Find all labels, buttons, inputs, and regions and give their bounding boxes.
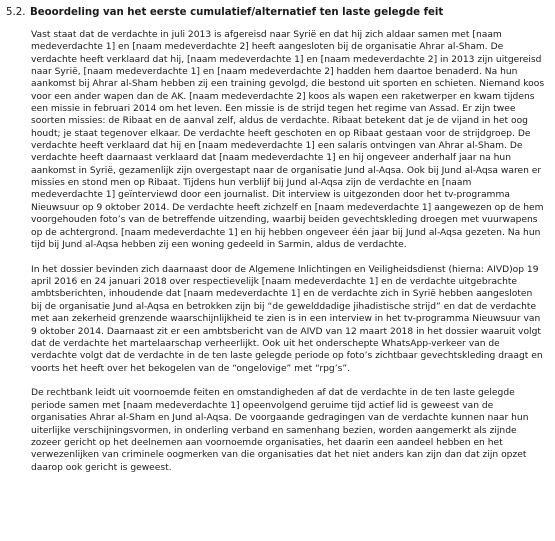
section-number: 5.2. — [6, 7, 26, 18]
paragraph-aivd-reports: In het dossier bevinden zich daarnaast door de Algemene Inlichtingen en Veiligheidsdienst (hierna: AIVD)op 19 april 2016 en 24 januari 2018 over respectievelijk [naam medeverdachte 1] en de verdachte uitgebrachte ambtsberichten, inhoudende dat [naam medeverdachte 1] en de verdachte zich in Syrië hebben aangesloten bij de organisatie Jund al-Aqsa en betrokken zijn bij “de gewelddadige jihadistische strijd” en dat de verdachte met aan zekerheid grenzende waarschijnlijkheid te zien is in een interview in het tv-programma Nieuwsuur van 9 oktober 2014. Daarnaast zit er een ambtsbericht van de AIVD van 12 maart 2018 in het dossier waaruit volgt dat de verdachte het martelaarschap verheerlijkt. Ook uit het onderschepte WhatsApp-verkeer van de verdachte volgt dat de verdachte in de ten laste gelegde periode op foto’s zichtbaar gevechtskleding draagt en voorts het heeft over het bekogelen van de “ongelovige” met “rpg’s”. — [31, 264, 543, 374]
paragraph-established-facts: Vast staat dat de verdachte in juli 2013 is afgereisd naar Syrië en dat hij zich aldaar samen met [naam medeverdachte 1] en [naam medeverdachte 2] heeft aangesloten bij de organisatie Ahrar al-Sham. De verdachte heeft verklaard dat hij, [naam medeverdachte 1] en [naam medeverdachte 2] in 2013 zijn uitgereisd naar Syrië, [naam medeverdachte 1] en [naam medeverdachte 2] hadden hem daartoe benaderd. Na hun aankomst bij Ahrar al-Sham hebben zij een training gevolgd, die bestond uit sporten en schieten. Niemand koos voor een ander wapen dan de AK. [naam medeverdachte 2] koos als wapen een raketwerper en kwam tijdens een missie in februari 2014 om het leven. Een missie is de strijd tegen het regime van Assad. Er zijn twee soorten missies: de Ribaat en de aanval zelf, aldus de verdachte. Ribaat betekent dat je de vijand in het oog houdt; je staat tegenover elkaar. De verdachte heeft geschoten en op Ribaat gestaan voor de strijdgroep. De verdachte heeft verklaard dat hij en [naam medeverdachte 1] een salaris ontvingen van Ahrar al-Sham. De verdachte heeft daarnaast verklaard dat [naam medeverdachte 1] en hij ongeveer anderhalf jaar na hun aankomst in Syrië, gezamenlijk zijn overgestapt naar de organisatie Jund al-Aqsa. Ook bij Jund al-Aqsa waren er missies en stond men op Ribaat. Tijdens hun verblijf bij Jund al-Aqsa zijn de verdachte en [naam medeverdachte 1] geïnterviewd door een journalist. Dit interview is uitgezonden door het tv-programma Nieuwsuur op 9 oktober 2014. De verdachte heeft zichzelf en [naam medeverdachte 1] aangewezen op de hem voorgehouden foto’s van de betreffende uitzending, waarbij beiden gevechtskleding droegen met vuurwapens op de achtergrond. [naam medeverdachte 1] en hij hebben ongeveer één jaar bij Jund al-Aqsa gezeten. Na hun tijd bij Jund al-Aqsa hebben zij een woning gedeeld in Sarmin, aldus de verdachte. — [31, 30, 545, 250]
section-body — [6, 29, 545, 474]
paragraph-court-conclusion: De rechtbank leidt uit voornoemde feiten en omstandigheden af dat de verdachte in de ten laste gelegde periode samen met [naam medeverdachte 1] opeenvolgend geruime tijd actief lid is geweest van de organisaties Ahrar al-Sham en Jund al-Aqsa. De voorgaande gedragingen van de verdachte kunnen naar hun uiterlijke verschijningsvormen, in onderling verband en samenhang bezien, worden aangemerkt als zijnde zozeer gericht op het deelnemen aan voornoemde organisaties, het daarin een aandeel hebben en het verwezenlijken van criminele oogmerken van die organisaties dat het niet anders kan zijn dan dat zijn opzet daarop ook gericht is geweest. — [31, 388, 529, 473]
section-heading — [6, 6, 545, 20]
section-title: Beoordeling van het eerste cumulatief/alternatief ten laste gelegde feit — [30, 7, 444, 18]
